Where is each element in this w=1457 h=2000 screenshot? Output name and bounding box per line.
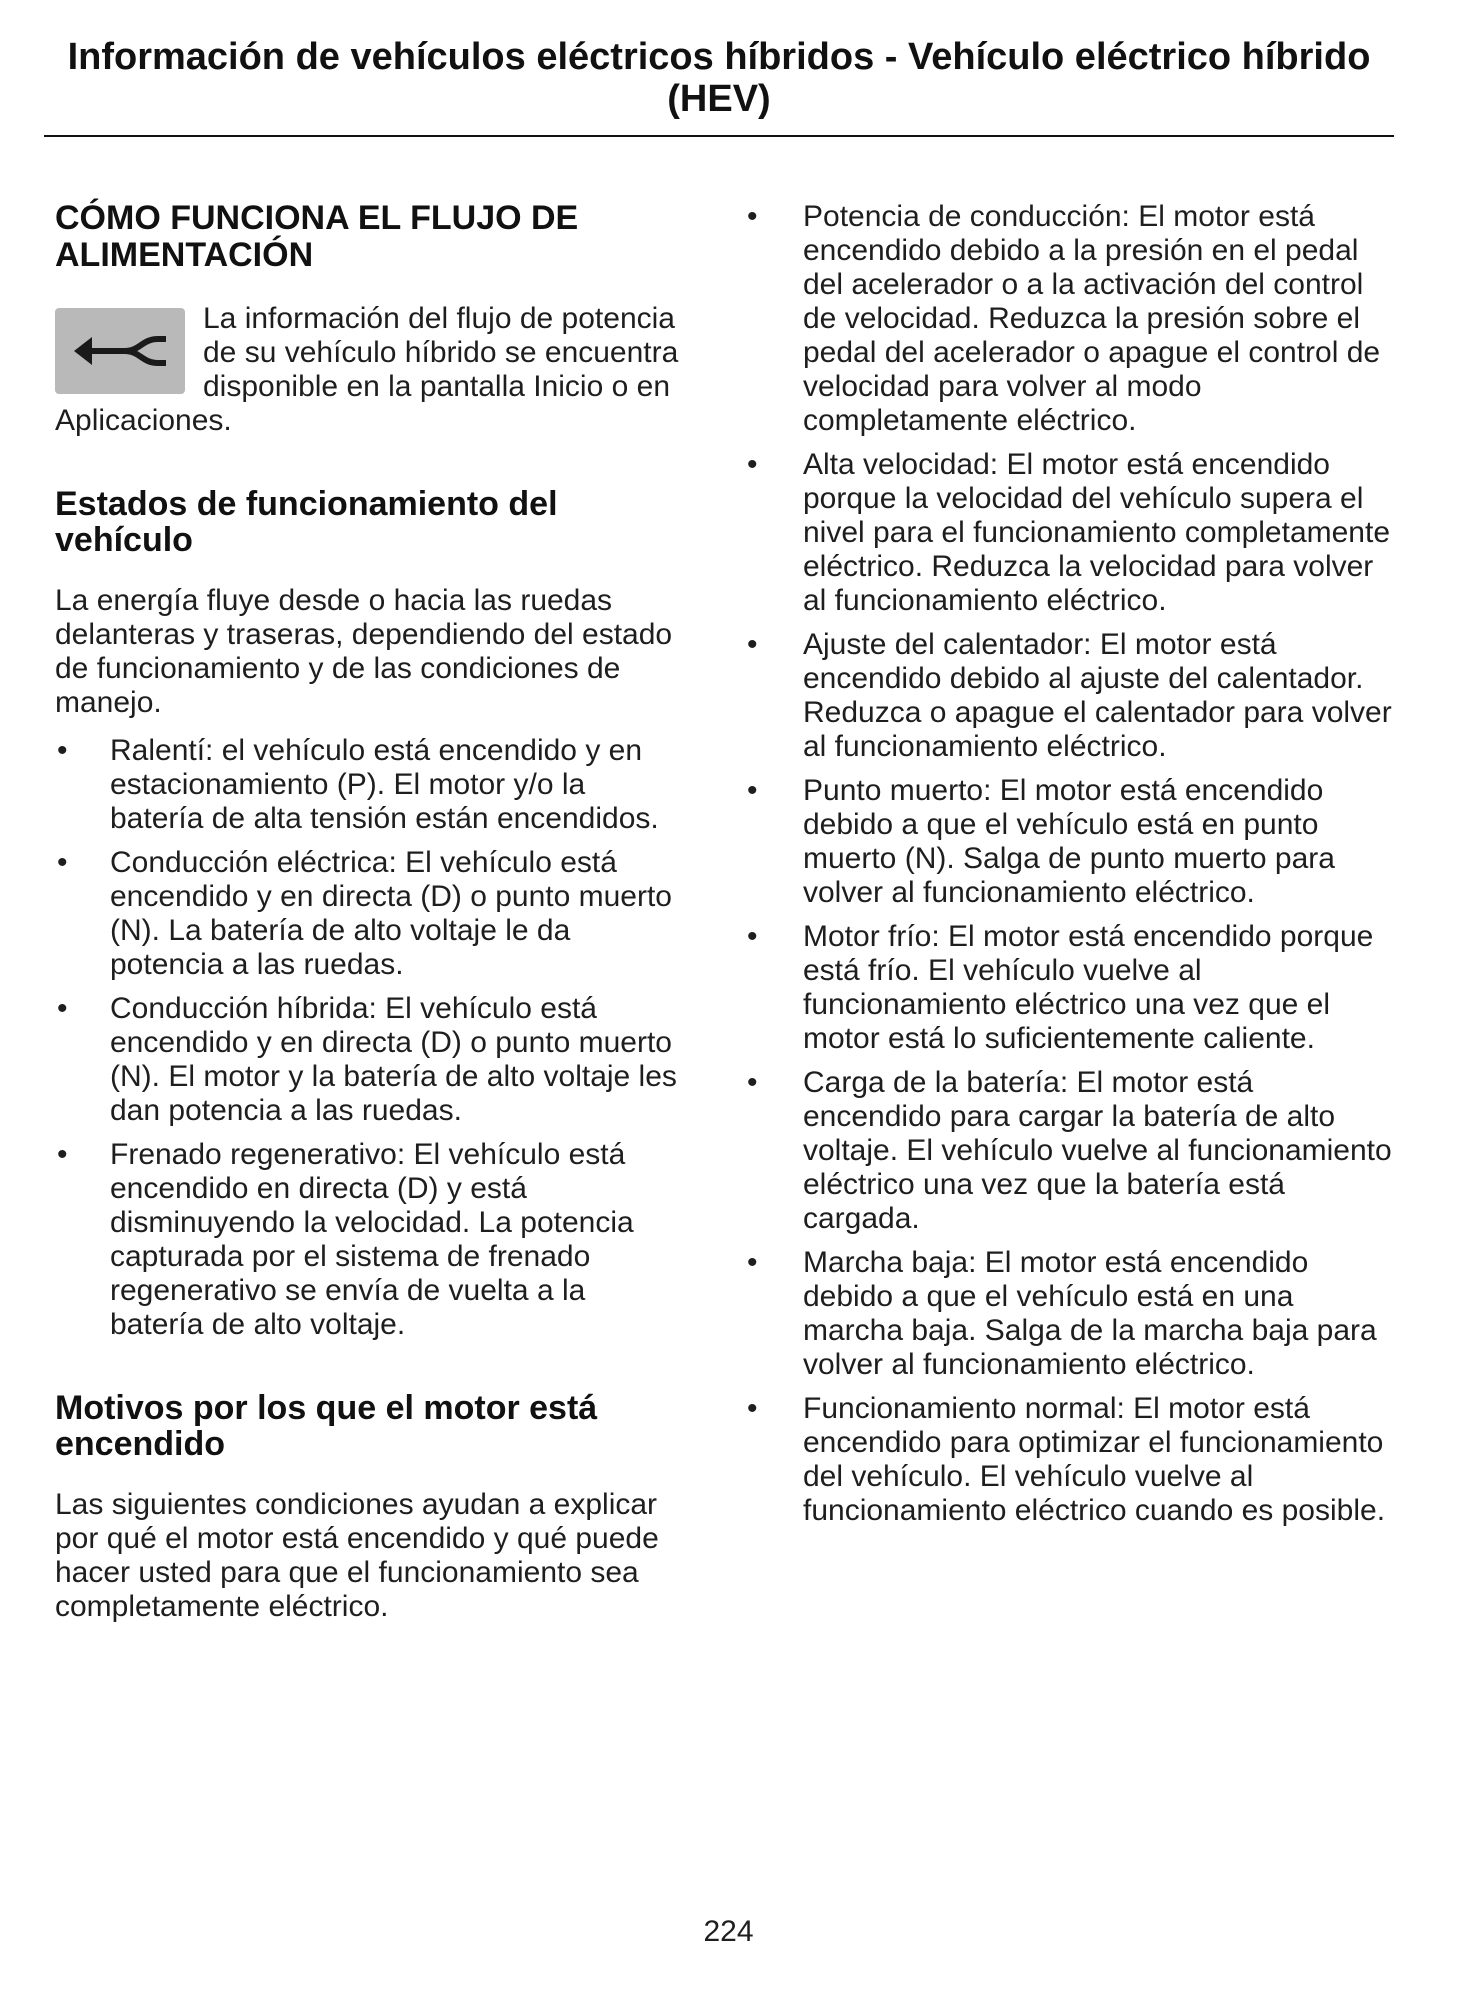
list-item: [745, 448, 1393, 618]
bullet: •: [747, 628, 758, 661]
list-item-text: Carga de la batería: El motor está encendido para cargar la batería de alto voltaje. El vehículo vuelve al funcionamiento eléctrico una vez que la batería está cargada.: [803, 1066, 1392, 1235]
section-title-power-flow: CÓMO FUNCIONA EL FLUJO DE ALIMENTACIÓN: [55, 199, 579, 274]
states-intro-text: La energía fluye desde o hacia las ruedas delanteras y traseras, dependiendo del estado de funcionamiento y de las condiciones de manejo.: [55, 584, 673, 719]
list-item: [745, 1246, 1393, 1382]
bullet: •: [747, 1246, 758, 1279]
subsection-title-states: Estados de funcionamiento del vehículo: [55, 485, 558, 559]
right-column: [745, 200, 1393, 1538]
list-item-text: Potencia de conducción: El motor está encendido debido a la presión en el pedal del acelerador o a la activación del control de velocidad. Reduzca la presión sobre el pedal del acelerador o apague el control de velocidad para volver al modo completamente eléctrico.: [803, 200, 1381, 437]
bullet: •: [57, 1138, 68, 1171]
list-item: [745, 200, 1393, 438]
list-item-text: Motor frío: El motor está encendido porque está frío. El vehículo vuelve al funcionamiento eléctrico una vez que el motor está lo suficientemente caliente.: [803, 920, 1374, 1055]
header-divider: [44, 135, 1394, 137]
list-item-text: Punto muerto: El motor está encendido debido a que el vehículo está en punto muerto (N). Salga de punto muerto para volver al funcionamiento eléctrico.: [803, 774, 1335, 909]
bullet: •: [747, 1392, 758, 1425]
list-item: [55, 734, 685, 836]
bullet: •: [747, 920, 758, 953]
power-flow-intro: [55, 302, 685, 438]
bullet: •: [57, 734, 68, 767]
list-item-text: Marcha baja: El motor está encendido debido a que el vehículo está en una marcha baja. Salga de la marcha baja para volver al funcionamiento eléctrico.: [803, 1246, 1377, 1381]
reasons-list: [745, 200, 1393, 1528]
list-item: [745, 628, 1393, 764]
bullet: •: [747, 448, 758, 481]
list-item: [55, 992, 685, 1128]
list-item-text: Ralentí: el vehículo está encendido y en estacionamiento (P). El motor y/o la batería de alta tensión están encendidos.: [110, 734, 659, 835]
list-item-text: Conducción eléctrica: El vehículo está encendido y en directa (D) o punto muerto (N). La batería de alto voltaje le da potencia a las ruedas.: [110, 846, 672, 981]
list-item-text: Ajuste del calentador: El motor está encendido debido al ajuste del calentador. Reduzca o apague el calentador para volver al funcionamiento eléctrico.: [803, 628, 1392, 763]
power-flow-icon: [55, 308, 185, 394]
list-item-text: Conducción híbrida: El vehículo está encendido y en directa (D) o punto muerto (N). El motor y la batería de alto voltaje les dan potencia a las ruedas.: [110, 992, 677, 1127]
list-item: [55, 846, 685, 982]
subsection-title-reasons: Motivos por los que el motor está encendido: [55, 1389, 598, 1463]
reasons-intro-text: Las siguientes condiciones ayudan a explicar por qué el motor está encendido y qué puede hacer usted para que el funcionamiento sea completamente eléctrico.: [55, 1488, 659, 1623]
list-item-text: Frenado regenerativo: El vehículo está encendido en directa (D) y está disminuyendo la velocidad. La potencia capturada por el sistema de frenado regenerativo se envía de vuelta a la batería de alto voltaje.: [110, 1138, 634, 1341]
list-item: [745, 920, 1393, 1056]
left-column: [55, 200, 685, 1638]
bullet: •: [747, 774, 758, 807]
list-item: [745, 774, 1393, 910]
list-item: [55, 1138, 685, 1342]
list-item-text: Alta velocidad: El motor está encendido porque la velocidad del vehículo supera el nivel para el funcionamiento completamente eléctrico. Reduzca la velocidad para volver al funcionamiento eléctrico.: [803, 448, 1391, 617]
bullet: •: [57, 992, 68, 1025]
bullet: •: [747, 1066, 758, 1099]
page-title: Información de vehículos eléctricos híbridos - Vehículo eléctrico híbrido (HEV): [67, 36, 1371, 120]
list-item: [745, 1066, 1393, 1236]
list-item: [745, 1392, 1393, 1528]
power-flow-intro-text: La información del flujo de potencia de su vehículo híbrido se encuentra disponible en la pantalla Inicio o en Aplicaciones.: [55, 302, 679, 437]
bullet: •: [57, 846, 68, 879]
bullet: •: [747, 200, 758, 233]
page-number: 224: [703, 1915, 754, 1948]
list-item-text: Funcionamiento normal: El motor está encendido para optimizar el funcionamiento del vehículo. El vehículo vuelve al funcionamiento eléctrico cuando es posible.: [803, 1392, 1386, 1527]
states-list: [55, 734, 685, 1342]
